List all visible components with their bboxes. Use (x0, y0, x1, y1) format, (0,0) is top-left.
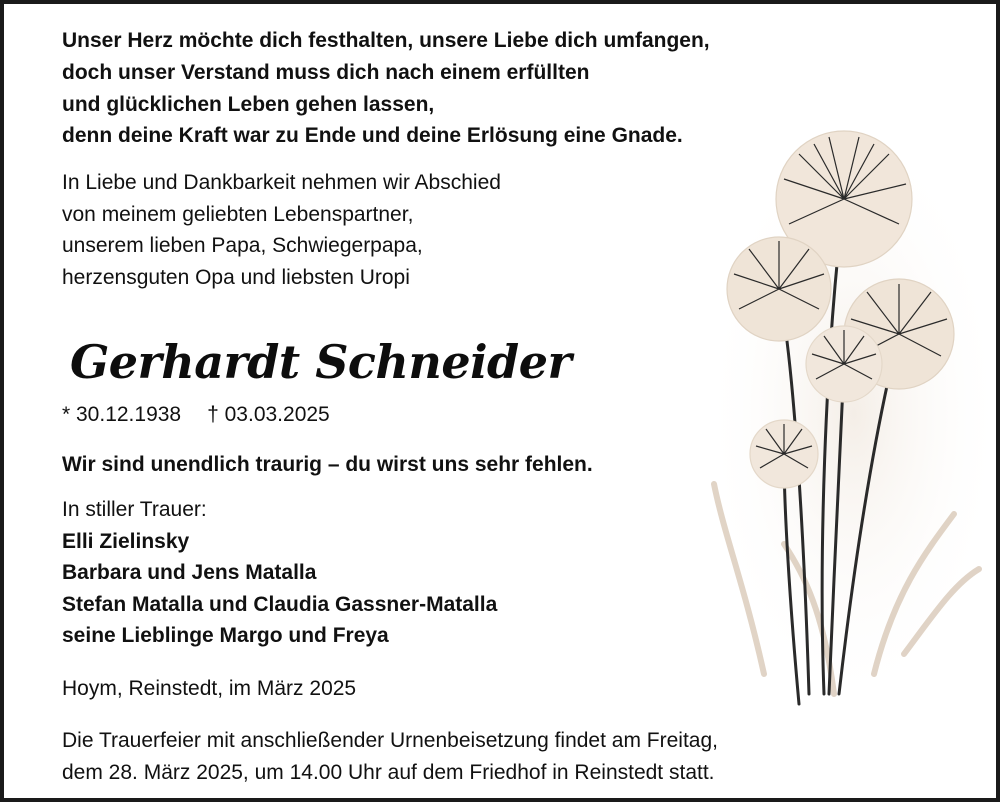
life-dates (62, 400, 330, 430)
birth-date: * 30.12.1938 (62, 403, 182, 426)
death-date: † 03.03.2025 (207, 403, 330, 426)
mourner-3: Stefan Matalla und Claudia Gassner-Matalla (62, 593, 498, 616)
intro-line-4: herzensguten Opa und liebsten Uropi (62, 266, 410, 289)
quote-line-1: Unser Herz möchte dich festhalten, unsere Liebe dich umfangen, (62, 29, 710, 52)
intro-line-2: von meinem geliebten Lebenspartner, (62, 203, 414, 226)
intro-line-1: In Liebe und Dankbarkeit nehmen wir Abschied (62, 171, 501, 194)
quote-line-4: denn deine Kraft war zu Ende und deine Erlösung eine Gnade. (62, 124, 683, 147)
mourner-2: Barbara und Jens Matalla (62, 561, 317, 584)
place-date: Hoym, Reinstedt, im März 2025 (62, 677, 357, 700)
mourner-1: Elli Zielinsky (62, 530, 190, 553)
intro-line-3: unserem lieben Papa, Schwiegerpapa, (62, 234, 423, 257)
ceremony-line-2: dem 28. März 2025, um 14.00 Uhr auf dem Friedhof in Reinstedt statt. (62, 761, 715, 784)
quote-line-2: doch unser Verstand muss dich nach einem erfüllten (62, 61, 590, 84)
ceremony-line-1: Die Trauerfeier mit anschließender Urnenbeisetzung findet am Freitag, (62, 729, 718, 752)
farewell-line: Wir sind unendlich traurig – du wirst uns sehr fehlen. (62, 453, 593, 476)
quote-line-3: und glücklichen Leben gehen lassen, (62, 93, 435, 116)
dandelion-illustration (704, 114, 994, 714)
mourners-heading: In stiller Trauer: (62, 498, 207, 521)
mourner-4: seine Lieblinge Margo und Freya (62, 624, 389, 647)
deceased-name: Gerhardt Schneider (70, 335, 572, 389)
